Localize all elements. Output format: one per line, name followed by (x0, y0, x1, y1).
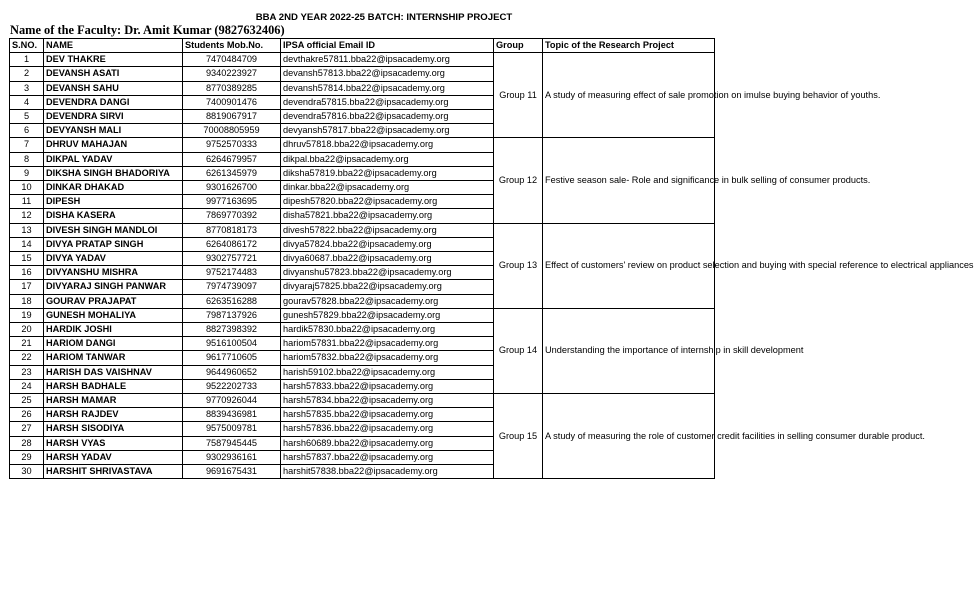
cell-mobile: 6263516288 (183, 294, 281, 308)
cell-email: divya57824.bba22@ipsacademy.org (281, 237, 494, 251)
cell-name: DHRUV MAHAJAN (44, 138, 183, 152)
cell-name: HARSH VYAS (44, 436, 183, 450)
cell-name: DEVANSH ASATI (44, 67, 183, 81)
cell-sno: 21 (10, 337, 44, 351)
faculty-line: Name of the Faculty: Dr. Amit Kumar (9827632406) (10, 23, 285, 37)
cell-sno: 25 (10, 394, 44, 408)
cell-sno: 4 (10, 95, 44, 109)
cell-email: dipesh57820.bba22@ipsacademy.org (281, 195, 494, 209)
cell-email: harsh57834.bba22@ipsacademy.org (281, 394, 494, 408)
cell-email: harsh57835.bba22@ipsacademy.org (281, 408, 494, 422)
cell-mobile: 9302936161 (183, 450, 281, 464)
cell-email: dhruv57818.bba22@ipsacademy.org (281, 138, 494, 152)
cell-mobile: 6261345979 (183, 166, 281, 180)
table-row (10, 394, 715, 408)
cell-mobile: 8770389285 (183, 81, 281, 95)
cell-mobile: 9752174483 (183, 266, 281, 280)
cell-name: DIVYARAJ SINGH PANWAR (44, 280, 183, 294)
cell-group: Group 12 (494, 138, 543, 223)
cell-mobile: 9691675431 (183, 465, 281, 479)
cell-sno: 29 (10, 450, 44, 464)
cell-sno: 1 (10, 53, 44, 67)
cell-group: Group 14 (494, 308, 543, 393)
cell-mobile: 9575009781 (183, 422, 281, 436)
cell-sno: 30 (10, 465, 44, 479)
cell-name: DIVESH SINGH MANDLOI (44, 223, 183, 237)
cell-email: dikpal.bba22@ipsacademy.org (281, 152, 494, 166)
cell-sno: 24 (10, 379, 44, 393)
cell-topic: Festive season sale- Role and significance in bulk selling of consumer products. (543, 138, 715, 223)
cell-name: DEVENDRA SIRVI (44, 110, 183, 124)
cell-mobile: 8819067917 (183, 110, 281, 124)
cell-sno: 13 (10, 223, 44, 237)
cell-name: DEVANSH SAHU (44, 81, 183, 95)
cell-mobile: 9301626700 (183, 181, 281, 195)
table-header-row (10, 39, 715, 53)
cell-sno: 7 (10, 138, 44, 152)
cell-sno: 28 (10, 436, 44, 450)
cell-sno: 22 (10, 351, 44, 365)
cell-sno: 18 (10, 294, 44, 308)
cell-mobile: 9644960652 (183, 365, 281, 379)
cell-email: divyaraj57825.bba22@ipsacademy.org (281, 280, 494, 294)
table-row (10, 138, 715, 152)
cell-mobile: 7587945445 (183, 436, 281, 450)
cell-mobile: 8839436981 (183, 408, 281, 422)
cell-mobile: 9340223927 (183, 67, 281, 81)
cell-mobile: 7974739097 (183, 280, 281, 294)
cell-mobile: 9977163695 (183, 195, 281, 209)
cell-name: DEVYANSH MALI (44, 124, 183, 138)
cell-name: DINKAR DHAKAD (44, 181, 183, 195)
cell-topic: A study of measuring effect of sale promotion on imulse buying behavior of youths. (543, 53, 715, 138)
cell-email: harsh57833.bba22@ipsacademy.org (281, 379, 494, 393)
cell-name: HARSH MAMAR (44, 394, 183, 408)
header-name: NAME (44, 39, 183, 53)
cell-sno: 23 (10, 365, 44, 379)
cell-sno: 19 (10, 308, 44, 322)
cell-email: divesh57822.bba22@ipsacademy.org (281, 223, 494, 237)
cell-name: DIKPAL YADAV (44, 152, 183, 166)
cell-mobile: 70008805959 (183, 124, 281, 138)
cell-sno: 11 (10, 195, 44, 209)
cell-name: DIKSHA SINGH BHADORIYA (44, 166, 183, 180)
cell-email: diksha57819.bba22@ipsacademy.org (281, 166, 494, 180)
cell-email: devansh57813.bba22@ipsacademy.org (281, 67, 494, 81)
cell-mobile: 6264086172 (183, 237, 281, 251)
cell-mobile: 6264679957 (183, 152, 281, 166)
cell-name: HARSHIT SHRIVASTAVA (44, 465, 183, 479)
cell-email: devendra57815.bba22@ipsacademy.org (281, 95, 494, 109)
cell-topic: Effect of customers' review on product selection and buying with special reference to electrical appliances (543, 223, 715, 308)
cell-email: disha57821.bba22@ipsacademy.org (281, 209, 494, 223)
cell-sno: 27 (10, 422, 44, 436)
header-group: Group (494, 39, 543, 53)
table-row (10, 223, 715, 237)
cell-name: HARSH YADAV (44, 450, 183, 464)
cell-group: Group 11 (494, 53, 543, 138)
cell-email: divyanshu57823.bba22@ipsacademy.org (281, 266, 494, 280)
cell-name: HARSH SISODIYA (44, 422, 183, 436)
cell-mobile: 9516100504 (183, 337, 281, 351)
cell-name: DEV THAKRE (44, 53, 183, 67)
cell-mobile: 7869770392 (183, 209, 281, 223)
cell-sno: 3 (10, 81, 44, 95)
cell-sno: 17 (10, 280, 44, 294)
cell-mobile: 9302757721 (183, 252, 281, 266)
cell-mobile: 9522202733 (183, 379, 281, 393)
cell-name: GUNESH MOHALIYA (44, 308, 183, 322)
cell-sno: 14 (10, 237, 44, 251)
cell-email: harsh57837.bba22@ipsacademy.org (281, 450, 494, 464)
cell-email: harshit57838.bba22@ipsacademy.org (281, 465, 494, 479)
cell-name: GOURAV PRAJAPAT (44, 294, 183, 308)
cell-email: gourav57828.bba22@ipsacademy.org (281, 294, 494, 308)
cell-name: HARDIK JOSHI (44, 323, 183, 337)
cell-mobile: 9770926044 (183, 394, 281, 408)
cell-email: devyansh57817.bba22@ipsacademy.org (281, 124, 494, 138)
cell-mobile: 7987137926 (183, 308, 281, 322)
cell-email: harsh57836.bba22@ipsacademy.org (281, 422, 494, 436)
cell-sno: 2 (10, 67, 44, 81)
cell-sno: 8 (10, 152, 44, 166)
header-email: IPSA official Email ID (281, 39, 494, 53)
cell-mobile: 9752570333 (183, 138, 281, 152)
student-roster-table (9, 38, 974, 479)
cell-email: gunesh57829.bba22@ipsacademy.org (281, 308, 494, 322)
cell-name: HARISH DAS VAISHNAV (44, 365, 183, 379)
cell-name: DIVYANSHU MISHRA (44, 266, 183, 280)
cell-name: HARIOM TANWAR (44, 351, 183, 365)
cell-name: DIVYA PRATAP SINGH (44, 237, 183, 251)
cell-topic: Understanding the importance of internship in skill development (543, 308, 715, 393)
cell-name: DIVYA YADAV (44, 252, 183, 266)
table-row (10, 53, 715, 67)
cell-name: HARIOM DANGI (44, 337, 183, 351)
cell-group: Group 13 (494, 223, 543, 308)
page-title: BBA 2ND YEAR 2022-25 BATCH: INTERNSHIP PROJECT (255, 12, 513, 23)
cell-email: devansh57814.bba22@ipsacademy.org (281, 81, 494, 95)
cell-email: hariom57832.bba22@ipsacademy.org (281, 351, 494, 365)
cell-mobile: 7470484709 (183, 53, 281, 67)
cell-name: DISHA KASERA (44, 209, 183, 223)
table-row (10, 308, 715, 322)
cell-email: devendra57816.bba22@ipsacademy.org (281, 110, 494, 124)
cell-name: HARSH RAJDEV (44, 408, 183, 422)
cell-email: devthakre57811.bba22@ipsacademy.org (281, 53, 494, 67)
cell-name: DEVENDRA DANGI (44, 95, 183, 109)
cell-mobile: 7400901476 (183, 95, 281, 109)
cell-group: Group 15 (494, 394, 543, 479)
cell-email: dinkar.bba22@ipsacademy.org (281, 181, 494, 195)
cell-mobile: 8827398392 (183, 323, 281, 337)
cell-email: hardik57830.bba22@ipsacademy.org (281, 323, 494, 337)
header-mobile: Students Mob.No. (183, 39, 281, 53)
cell-name: DIPESH (44, 195, 183, 209)
cell-sno: 16 (10, 266, 44, 280)
cell-email: harsh60689.bba22@ipsacademy.org (281, 436, 494, 450)
cell-sno: 12 (10, 209, 44, 223)
cell-email: hariom57831.bba22@ipsacademy.org (281, 337, 494, 351)
cell-sno: 15 (10, 252, 44, 266)
header-sno: S.NO. (10, 39, 44, 53)
cell-sno: 10 (10, 181, 44, 195)
cell-mobile: 9617710605 (183, 351, 281, 365)
cell-sno: 5 (10, 110, 44, 124)
cell-sno: 20 (10, 323, 44, 337)
cell-sno: 6 (10, 124, 44, 138)
cell-email: divya60687.bba22@ipsacademy.org (281, 252, 494, 266)
cell-name: HARSH BADHALE (44, 379, 183, 393)
cell-mobile: 8770818173 (183, 223, 281, 237)
header-topic: Topic of the Research Project (543, 39, 715, 53)
cell-email: harish59102.bba22@ipsacademy.org (281, 365, 494, 379)
cell-sno: 26 (10, 408, 44, 422)
cell-topic: A study of measuring the role of customer credit facilities in selling consumer durable product. (543, 394, 715, 479)
cell-sno: 9 (10, 166, 44, 180)
